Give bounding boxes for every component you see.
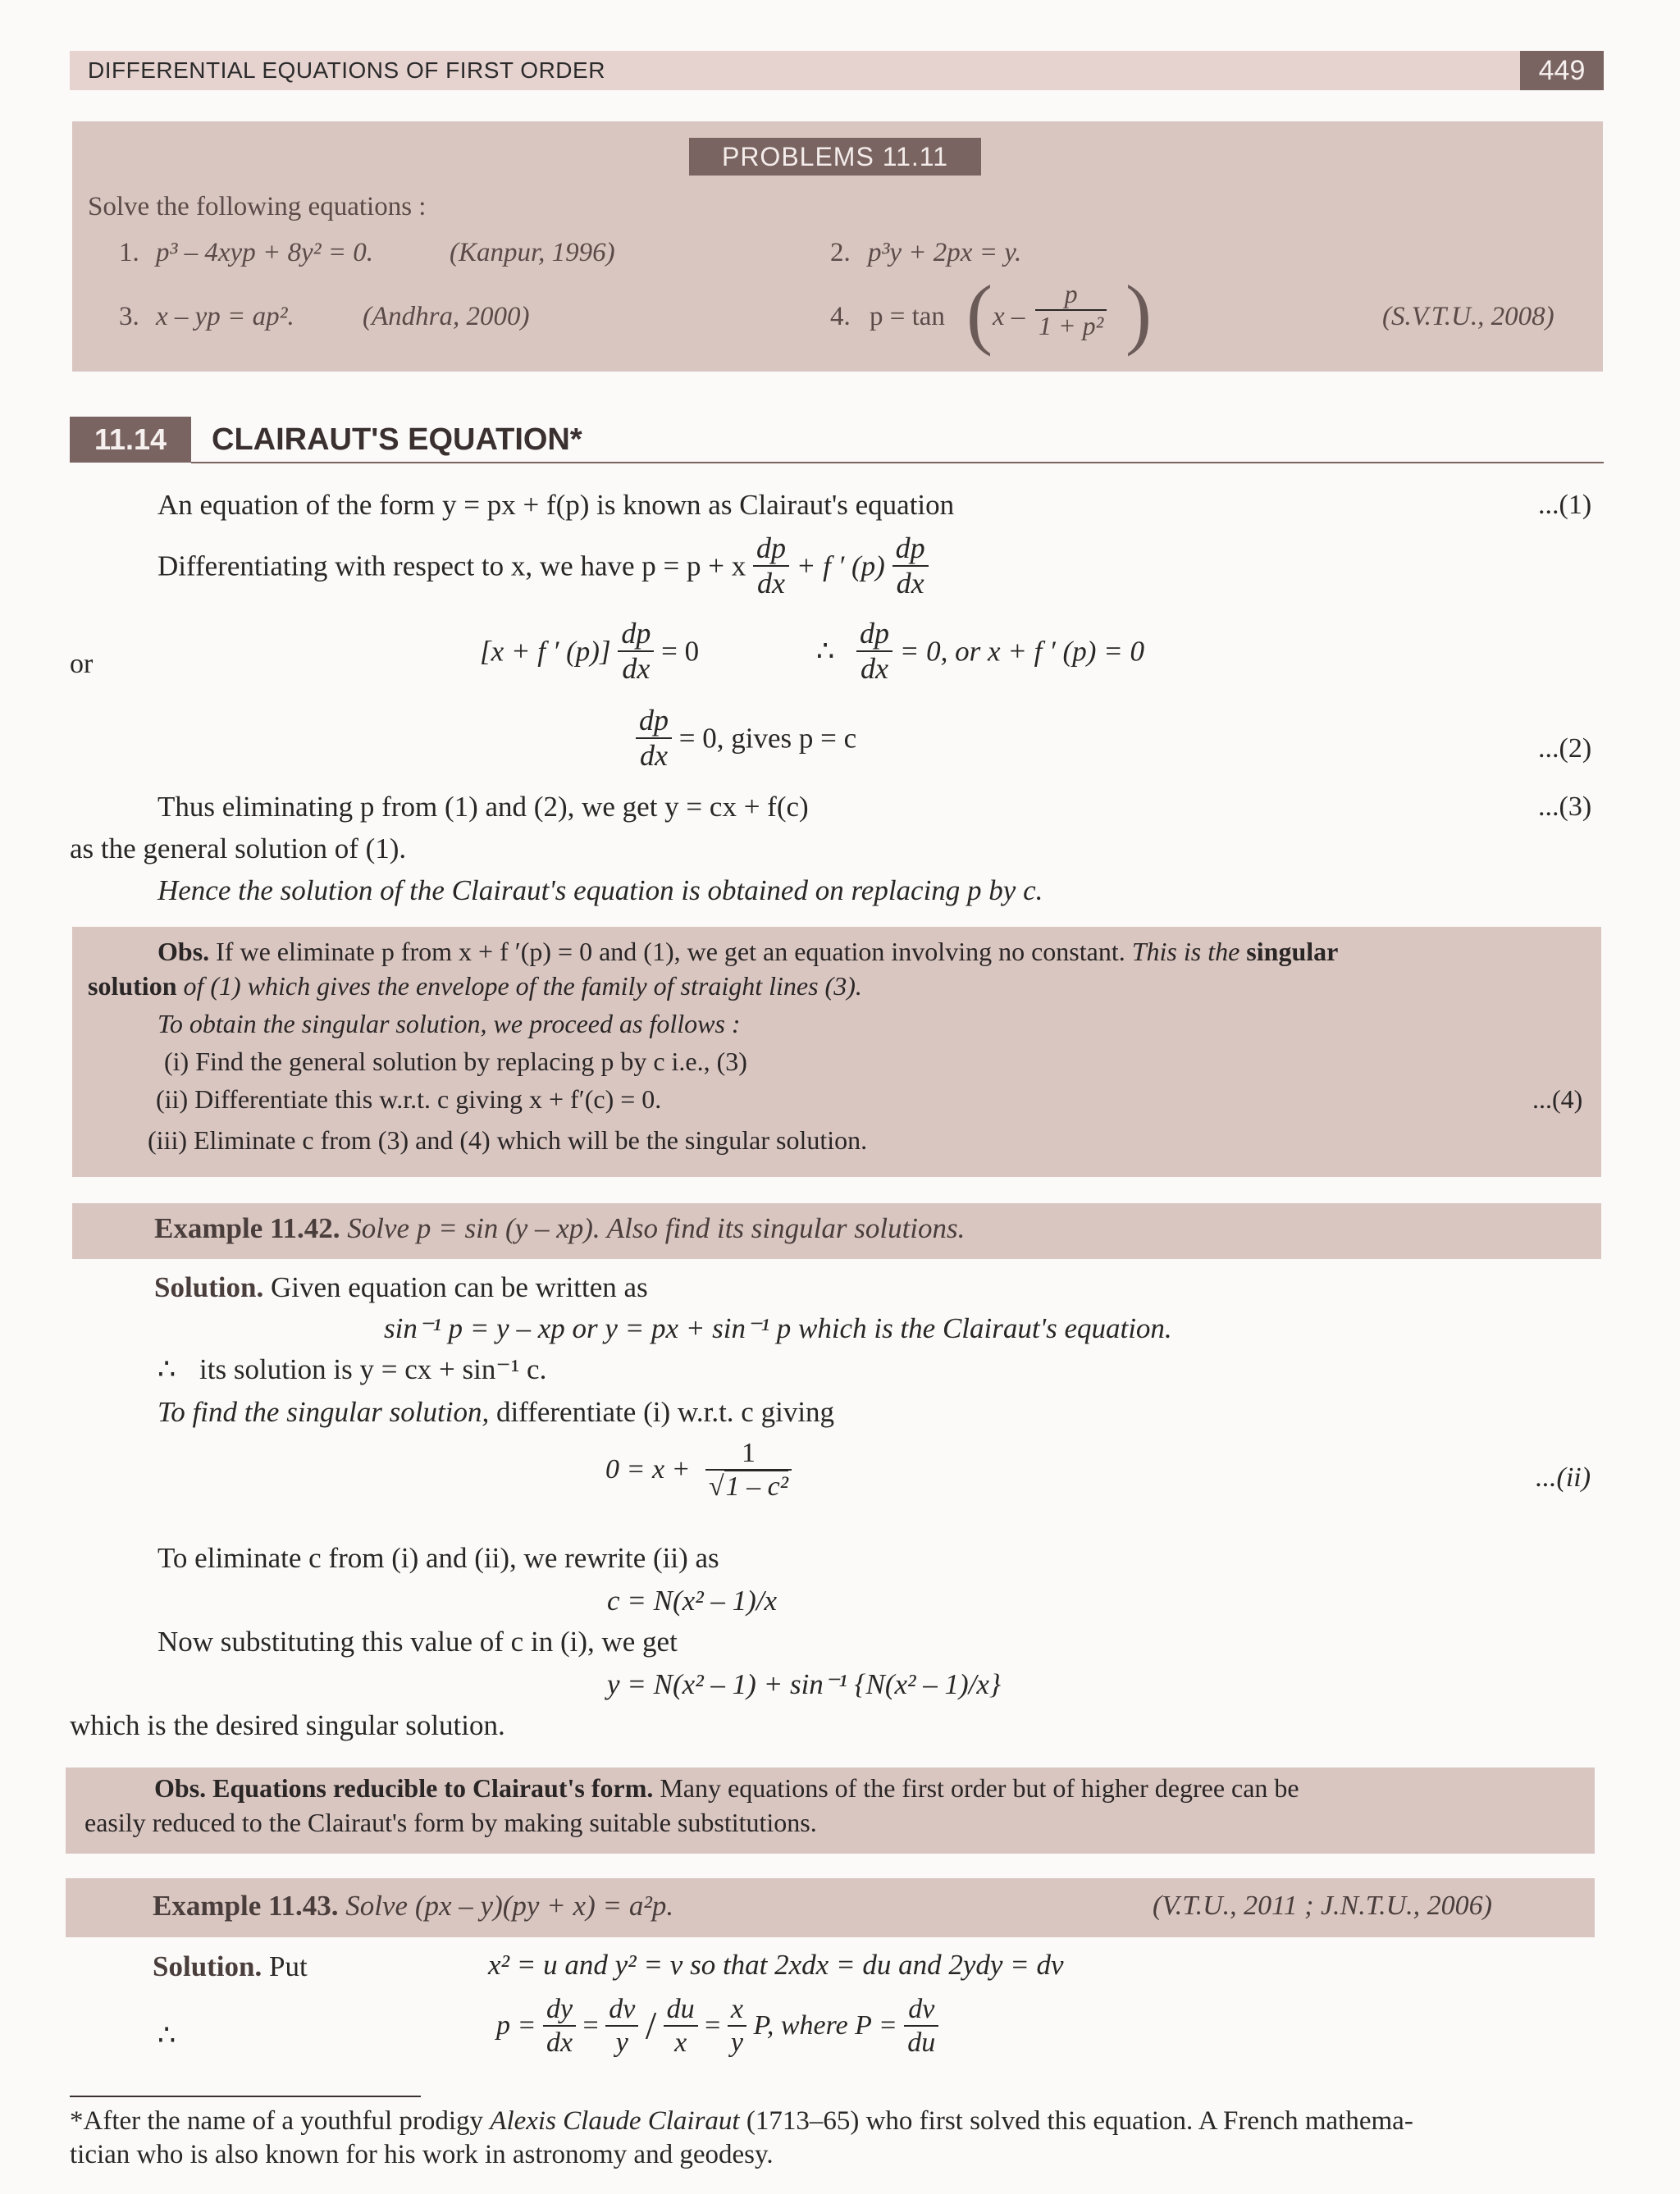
equation-tag-ii: ...(ii)	[1536, 1462, 1591, 1493]
ex43-slash: /	[645, 2004, 657, 2048]
obs1-line2	[88, 969, 862, 1002]
ex43-y: y	[615, 2028, 628, 2059]
ex42-solution-5: Now substituting this value of c in (i), we get	[158, 1626, 678, 1658]
ex43-therefore: ∴	[158, 2019, 176, 2051]
ex43-dv-2: dv	[904, 1993, 938, 2027]
problem-4-x: x –	[993, 302, 1025, 331]
problem-4-number: 4.	[830, 302, 851, 331]
clairaut-intro: An equation of the form y = px + f(p) is known as Clairaut's equation	[158, 489, 955, 521]
dp-num-2: dp	[892, 531, 929, 567]
ex42-equation-2	[605, 1437, 792, 1503]
obs1-item-3: (iii) Eliminate c from (3) and (4) which will be the singular solution.	[148, 1125, 868, 1155]
example-11-43-heading	[153, 1885, 673, 1927]
obs2-label: Obs.	[154, 1773, 207, 1803]
problem-4-frac-den: 1 + p²	[1039, 310, 1104, 340]
problem-4-left-paren: (	[966, 269, 993, 357]
ex42-equation-1-text: sin⁻¹ p = y – xp or y = px + sin⁻¹ p which is the	[384, 1312, 936, 1344]
problem-4-fraction	[1035, 279, 1107, 341]
obs2-bold: Equations reducible to Clairaut's form.	[212, 1773, 654, 1803]
ex42-equation-2-radicand: 1 – c²	[725, 1471, 788, 1503]
ex42-solution-label: Solution.	[154, 1271, 264, 1303]
ex42-therefore: ∴	[158, 1353, 176, 1385]
problem-4-right-paren: )	[1125, 269, 1152, 357]
problem-1-number: 1.	[119, 238, 139, 267]
problem-3-equation: x – yp = ap².	[156, 302, 294, 331]
hence-line: Hence the solution of the Clairaut's equation is obtained on replacing p by c.	[158, 874, 1043, 906]
therefore-equation	[816, 617, 1144, 686]
ex43-dy: dy	[543, 1993, 576, 2027]
equation-tag-1: ...(1)	[1538, 490, 1592, 520]
ex43-equation-1: x² = u and y² = v so that 2xdx = du and 2ydy = dv	[488, 1949, 1064, 1981]
ex43-x: x	[674, 2028, 687, 2059]
problem-4-frac-num: p	[1035, 279, 1107, 311]
obs1-text-2: of (1) which gives the envelope of the family of straight lines (3).	[183, 971, 862, 1001]
dx-den-2: dx	[896, 567, 924, 600]
running-head-title: DIFFERENTIAL EQUATIONS OF FIRST ORDER	[88, 57, 605, 83]
footnote-line-2: tician who is also known for his work in astronomy and geodesy.	[70, 2140, 774, 2169]
result-text: = 0, or x + f ′ (p) = 0	[899, 635, 1144, 668]
ex42-solution-2-text: its solution is y = cx + sin⁻¹ c.	[199, 1353, 547, 1385]
gives-equation	[636, 704, 856, 773]
ex43-equation-2	[496, 1993, 938, 2059]
obs1-line1	[158, 935, 1338, 968]
ex42-solution-2	[158, 1352, 546, 1388]
ex42-solution-3	[158, 1394, 834, 1430]
dx-den-5: dx	[640, 739, 668, 773]
ex43-solution-label: Solution.	[153, 1950, 262, 1982]
ex43-du-2: du	[907, 2028, 936, 2059]
dp-num-5: dp	[636, 704, 672, 739]
ex43-equals-2: =	[705, 2010, 721, 2041]
ex42-solution-6: which is the desired singular solution.	[70, 1709, 505, 1741]
ex42-solution-line	[154, 1270, 648, 1306]
example-11-42-label: Example 11.42.	[154, 1212, 340, 1244]
obs1-singular: singular	[1246, 937, 1339, 966]
general-solution-line: as the general solution of (1).	[70, 832, 407, 864]
ex42-solution-3-text: differentiate (i) w.r.t. c giving	[495, 1396, 835, 1428]
footnote-rule	[70, 2096, 421, 2097]
section-title: CLAIRAUT'S EQUATION*	[212, 422, 582, 457]
or-label: or	[70, 649, 94, 679]
ex43-solution-line	[153, 1949, 308, 1985]
problems-intro: Solve the following equations :	[88, 192, 427, 221]
obs1-text-1a: If we eliminate p from x + f ′(p) = 0 and (1), we get an equation involving no constant.	[216, 937, 1125, 966]
ex43-y-den: y	[730, 2028, 743, 2059]
ex43-p-where: P, where P =	[753, 2010, 897, 2041]
dp-num-1: dp	[753, 531, 789, 567]
ex43-du: du	[664, 1993, 698, 2027]
problems-tag: PROBLEMS 11.11	[689, 138, 981, 176]
problem-3-number: 3.	[119, 302, 139, 331]
dx-den-1: dx	[757, 567, 785, 600]
dp-num-3: dp	[618, 617, 654, 652]
ex43-dx: dx	[546, 2028, 573, 2059]
ex42-solution-4: To eliminate c from (i) and (ii), we rewrite (ii) as	[158, 1542, 719, 1574]
section-rule	[191, 462, 1604, 463]
equation-tag-2: ...(2)	[1538, 733, 1592, 764]
problem-4-lhs: p = tan	[870, 302, 945, 331]
obs1-item-1: (i) Find the general solution by replacing p by c i.e., (3)	[164, 1047, 747, 1076]
problem-4-source: (S.V.T.U., 2008)	[1382, 302, 1554, 331]
example-11-43-label: Example 11.43.	[153, 1890, 339, 1922]
obs1-item-2: (ii) Differentiate this w.r.t. c giving x + f′(c) = 0.	[156, 1084, 662, 1114]
bracket-equation	[480, 617, 699, 686]
problem-2-equation: p³y + 2px = y.	[868, 238, 1022, 267]
ex42-equation-1	[384, 1311, 1172, 1347]
example-11-42-statement: Solve p = sin (y – xp). Also find its singular solutions.	[347, 1212, 966, 1244]
eliminating-line: Thus eliminating p from (1) and (2), we get y = cx + f(c)	[158, 791, 809, 823]
problem-3-source: (Andhra, 2000)	[363, 302, 530, 331]
ex42-equation-2-den: √1 – c²	[708, 1471, 788, 1503]
dx-den-4: dx	[861, 652, 889, 686]
problem-2-number: 2.	[830, 238, 851, 267]
section-number: 11.14	[70, 417, 191, 463]
footnote-line-1	[70, 2105, 1413, 2137]
equals-zero: = 0	[661, 635, 700, 668]
footnote-name: Alexis Claude Clairaut	[490, 2106, 740, 2136]
ex42-equation-2-num: 1	[705, 1437, 792, 1471]
ex43-dv: dv	[605, 1993, 638, 2027]
ex42-solution-text: Given equation can be written as	[271, 1271, 648, 1303]
ex43-equals-1: =	[582, 2010, 599, 2041]
example-11-43-source: (V.T.U., 2011 ; J.N.T.U., 2006)	[1153, 1891, 1492, 1921]
ex42-equation-2-lhs: 0 = x +	[605, 1454, 691, 1485]
plus-f-prime: + f ′ (p)	[796, 550, 885, 582]
problem-1-equation: p³ – 4xyp + 8y² = 0.	[156, 238, 374, 267]
obs2-text-2: easily reduced to the Clairaut's form by making suitable substitutions.	[84, 1808, 817, 1837]
ex42-equation-1-italic: Clairaut's equation.	[942, 1312, 1172, 1344]
dp-num-4: dp	[856, 617, 892, 652]
example-11-43-statement: Solve (px – y)(py + x) = a²p.	[345, 1890, 674, 1922]
equation-tag-3: ...(3)	[1538, 791, 1592, 822]
ex42-equation-4: y = N(x² – 1) + sin⁻¹ {N(x² – 1)/x}	[607, 1668, 1001, 1700]
obs1-text-1b: This is the	[1131, 937, 1240, 966]
ex42-solution-3-italic: To find the singular solution,	[158, 1396, 490, 1428]
ex43-x-num: x	[728, 1993, 746, 2027]
footnote-text-2: (1713–65) who first solved this equation. A French mathema-	[746, 2106, 1413, 2136]
therefore-symbol: ∴	[816, 635, 835, 668]
obs2-line1	[154, 1772, 1299, 1804]
equation-tag-4: ...(4)	[1532, 1084, 1583, 1114]
running-header	[70, 51, 1604, 90]
ex43-p-equals: p =	[496, 2010, 536, 2041]
obs2-text-1: Many equations of the first order but of higher degree can be	[660, 1773, 1299, 1803]
ex42-equation-3: c = N(x² – 1)/x	[607, 1585, 778, 1617]
page-number: 449	[1520, 51, 1604, 90]
differentiation-text: Differentiating with respect to x, we have p = p + x	[158, 550, 746, 582]
obs1-solution: solution	[88, 971, 177, 1001]
gives-text: = 0, gives p = c	[678, 722, 857, 755]
example-11-42-heading	[154, 1207, 965, 1250]
ex43-put: Put	[269, 1950, 308, 1982]
obs1-label: Obs.	[158, 937, 210, 966]
problem-1-source: (Kanpur, 1996)	[450, 238, 615, 267]
differentiation-line	[158, 531, 929, 601]
footnote-text-1: *After the name of a youthful prodigy	[70, 2106, 484, 2136]
obs1-line3: To obtain the singular solution, we proceed as follows :	[158, 1009, 741, 1038]
bracket-term: [x + f ′ (p)]	[480, 635, 611, 668]
dx-den-3: dx	[622, 652, 651, 686]
